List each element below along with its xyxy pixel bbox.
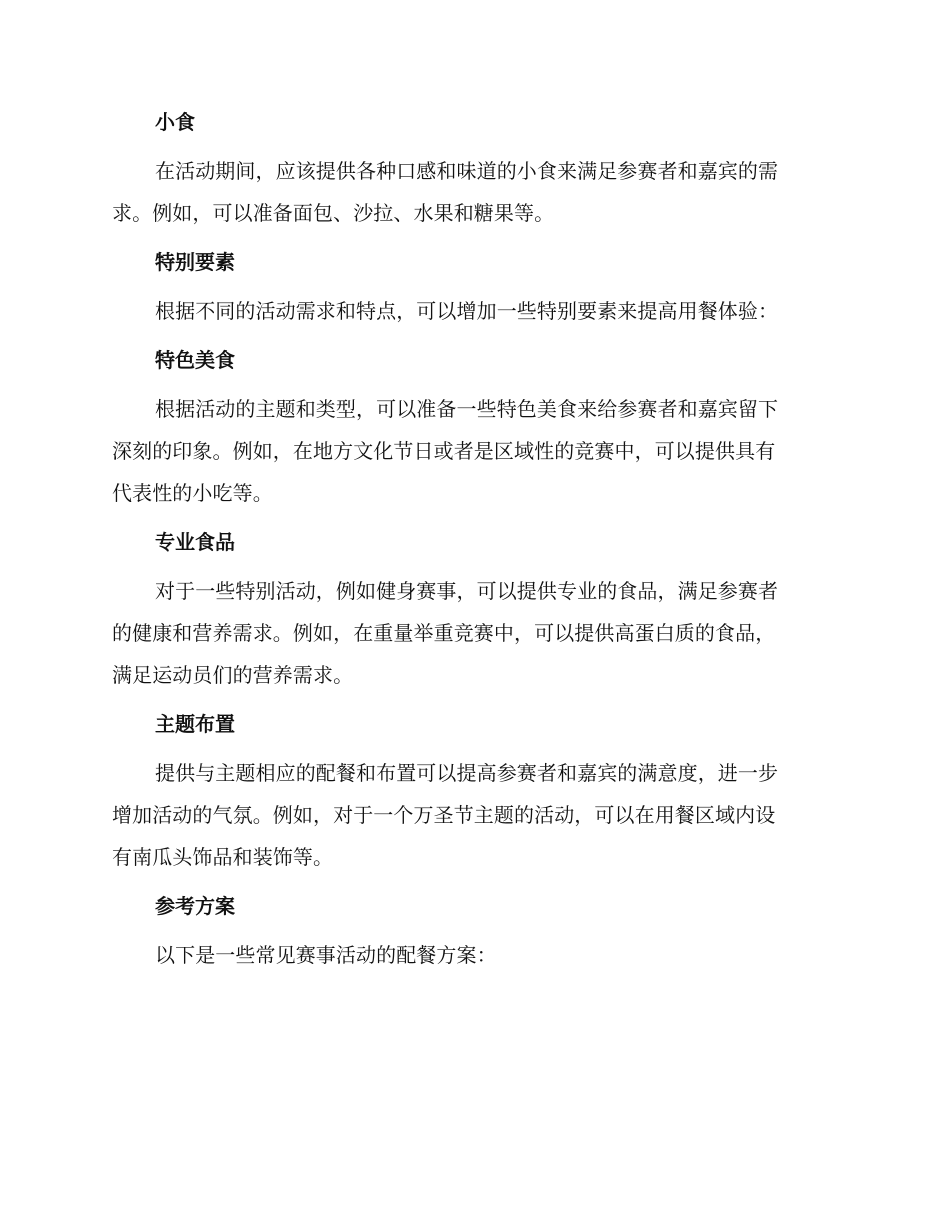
paragraph-line: 以下是一些常见赛事活动的配餐方案： <box>155 943 497 967</box>
section-heading: 主题布置 <box>155 712 235 736</box>
section-paragraph <box>112 570 830 696</box>
section-paragraph <box>112 752 830 878</box>
section-paragraph <box>112 290 830 332</box>
paragraph-line: 满足运动员们的营养需求。 <box>112 663 354 687</box>
paragraph-line: 对于一些特别活动，例如健身赛事，可以提供专业的食品，满足参赛者 <box>155 579 779 603</box>
paragraph-line: 提供与主题相应的配餐和布置可以提高参赛者和嘉宾的满意度，进一步 <box>155 761 779 785</box>
section-heading: 专业食品 <box>155 530 235 554</box>
paragraph-line: 的健康和营养需求。例如，在重量举重竞赛中，可以提供高蛋白质的食品， <box>112 621 776 645</box>
section-heading: 特色美食 <box>155 348 235 372</box>
paragraph-line: 根据不同的活动需求和特点，可以增加一些特别要素来提高用餐体验： <box>155 299 779 323</box>
paragraph-line: 代表性的小吃等。 <box>112 481 273 505</box>
paragraph-line: 深刻的印象。例如，在地方文化节日或者是区域性的竞赛中，可以提供具有 <box>112 439 776 463</box>
section-heading: 特别要素 <box>155 250 235 274</box>
section-paragraph <box>112 934 830 976</box>
section-paragraph <box>112 150 830 234</box>
paragraph-line: 在活动期间，应该提供各种口感和味道的小食来满足参赛者和嘉宾的需 <box>155 159 779 183</box>
paragraph-line: 有南瓜头饰品和装饰等。 <box>112 845 334 869</box>
paragraph-line: 求。例如，可以准备面包、沙拉、水果和糖果等。 <box>112 201 555 225</box>
section-heading: 小食 <box>155 110 195 134</box>
section-paragraph <box>112 388 830 514</box>
section-heading: 参考方案 <box>155 894 235 918</box>
document-page <box>112 108 830 976</box>
paragraph-line: 根据活动的主题和类型，可以准备一些特色美食来给参赛者和嘉宾留下 <box>155 397 779 421</box>
paragraph-line: 增加活动的气氛。例如，对于一个万圣节主题的活动，可以在用餐区域内设 <box>112 803 776 827</box>
